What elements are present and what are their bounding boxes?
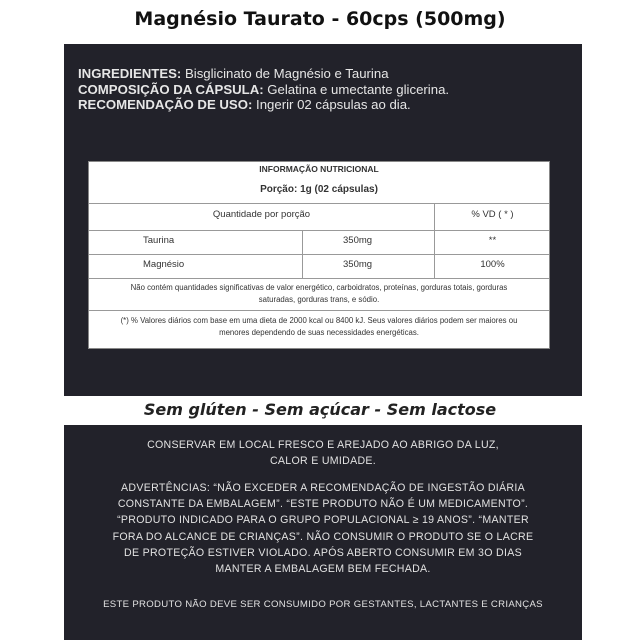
claims-banner: Sem glúten - Sem açúcar - Sem lactose bbox=[143, 400, 497, 419]
product-title: Magnésio Taurato - 60cps (500mg) bbox=[134, 8, 506, 30]
footer-warning: ESTE PRODUTO NÃO DEVE SER CONSUMIDO POR GESTANTES, LACTANTES E CRIANÇAS bbox=[103, 599, 543, 610]
nutrient-vd: 100% bbox=[480, 259, 505, 270]
ingredients-line bbox=[78, 66, 449, 82]
note-line: Não contém quantidades significativas de valor energético, carboidratos, proteínas, gorduras totais, gorduras bbox=[130, 283, 508, 292]
column-header-quantity: Quantidade por porção bbox=[212, 209, 311, 220]
storage-line: CALOR E UMIDADE. bbox=[269, 455, 377, 467]
nutrition-table bbox=[88, 161, 550, 349]
note-line: saturadas, gorduras trans, e sódio. bbox=[258, 295, 380, 304]
usage-value: Ingerir 02 cápsulas ao dia. bbox=[252, 97, 411, 112]
warning-line: CONSTANTE DA EMBALAGEM”. “ESTE PRODUTO NÃO É UM MEDICAMENTO”. bbox=[117, 498, 529, 511]
warning-line: MANTER A EMBALAGEM BEM FECHADA. bbox=[215, 563, 431, 576]
warning-line: DE PROTEÇÃO ESTIVER VIOLADO. APÓS ABERTO CONSUMIR EM 3O DIAS bbox=[124, 546, 522, 559]
ingredients-label: INGREDIENTES: bbox=[78, 66, 182, 81]
nutrition-portion: Porção: 1g (02 cápsulas) bbox=[260, 184, 378, 195]
nutrition-header: INFORMAÇÃO NUTRICIONAL bbox=[259, 164, 379, 174]
warnings-panel bbox=[64, 425, 582, 640]
warnings-text bbox=[64, 480, 582, 577]
daily-values-note bbox=[89, 315, 549, 339]
warning-line: ADVERTÊNCIAS: “NÃO EXCEDER A RECOMENDAÇÃO DE INGESTÃO DIÁRIA bbox=[121, 482, 525, 494]
usage-label: RECOMENDAÇÃO DE USO: bbox=[78, 97, 253, 112]
usage-line bbox=[78, 97, 449, 113]
nutrient-vd: ** bbox=[488, 235, 497, 246]
capsule-label: COMPOSIÇÃO DA CÁPSULA: bbox=[78, 81, 264, 97]
nutrient-name: Taurina bbox=[143, 235, 175, 246]
warning-line: FORA DO ALCANCE DE CRIANÇAS”. NÃO CONSUMIR O PRODUTO SE O LACRE bbox=[112, 530, 534, 543]
column-header-vd: % VD ( * ) bbox=[471, 209, 514, 220]
note-line: (*) % Valores diários com base em uma dieta de 2000 kcal ou 8400 kJ. Seus valores diários podem ser maiores ou bbox=[120, 316, 518, 325]
capsule-value: Gelatina e umectante glicerina. bbox=[263, 81, 450, 97]
nutrient-quantity: 350mg bbox=[343, 235, 373, 246]
nutrient-name: Magnésio bbox=[143, 259, 185, 270]
nutrient-quantity: 350mg bbox=[343, 259, 373, 270]
storage-text bbox=[64, 437, 582, 469]
capsule-line bbox=[78, 82, 449, 98]
ingredients-value: Bisglicinato de Magnésio e Taurina bbox=[181, 66, 389, 81]
ingredients-block bbox=[78, 66, 449, 113]
storage-line: CONSERVAR EM LOCAL FRESCO E AREJADO AO ABRIGO DA LUZ, bbox=[147, 439, 499, 451]
nutrition-note bbox=[89, 282, 549, 306]
note-line: menores dependendo de suas necessidades energéticas. bbox=[219, 328, 419, 337]
warning-line: “PRODUTO INDICADO PARA O GRUPO POPULACIONAL ≥ 19 ANOS”. “MANTER bbox=[117, 514, 529, 527]
